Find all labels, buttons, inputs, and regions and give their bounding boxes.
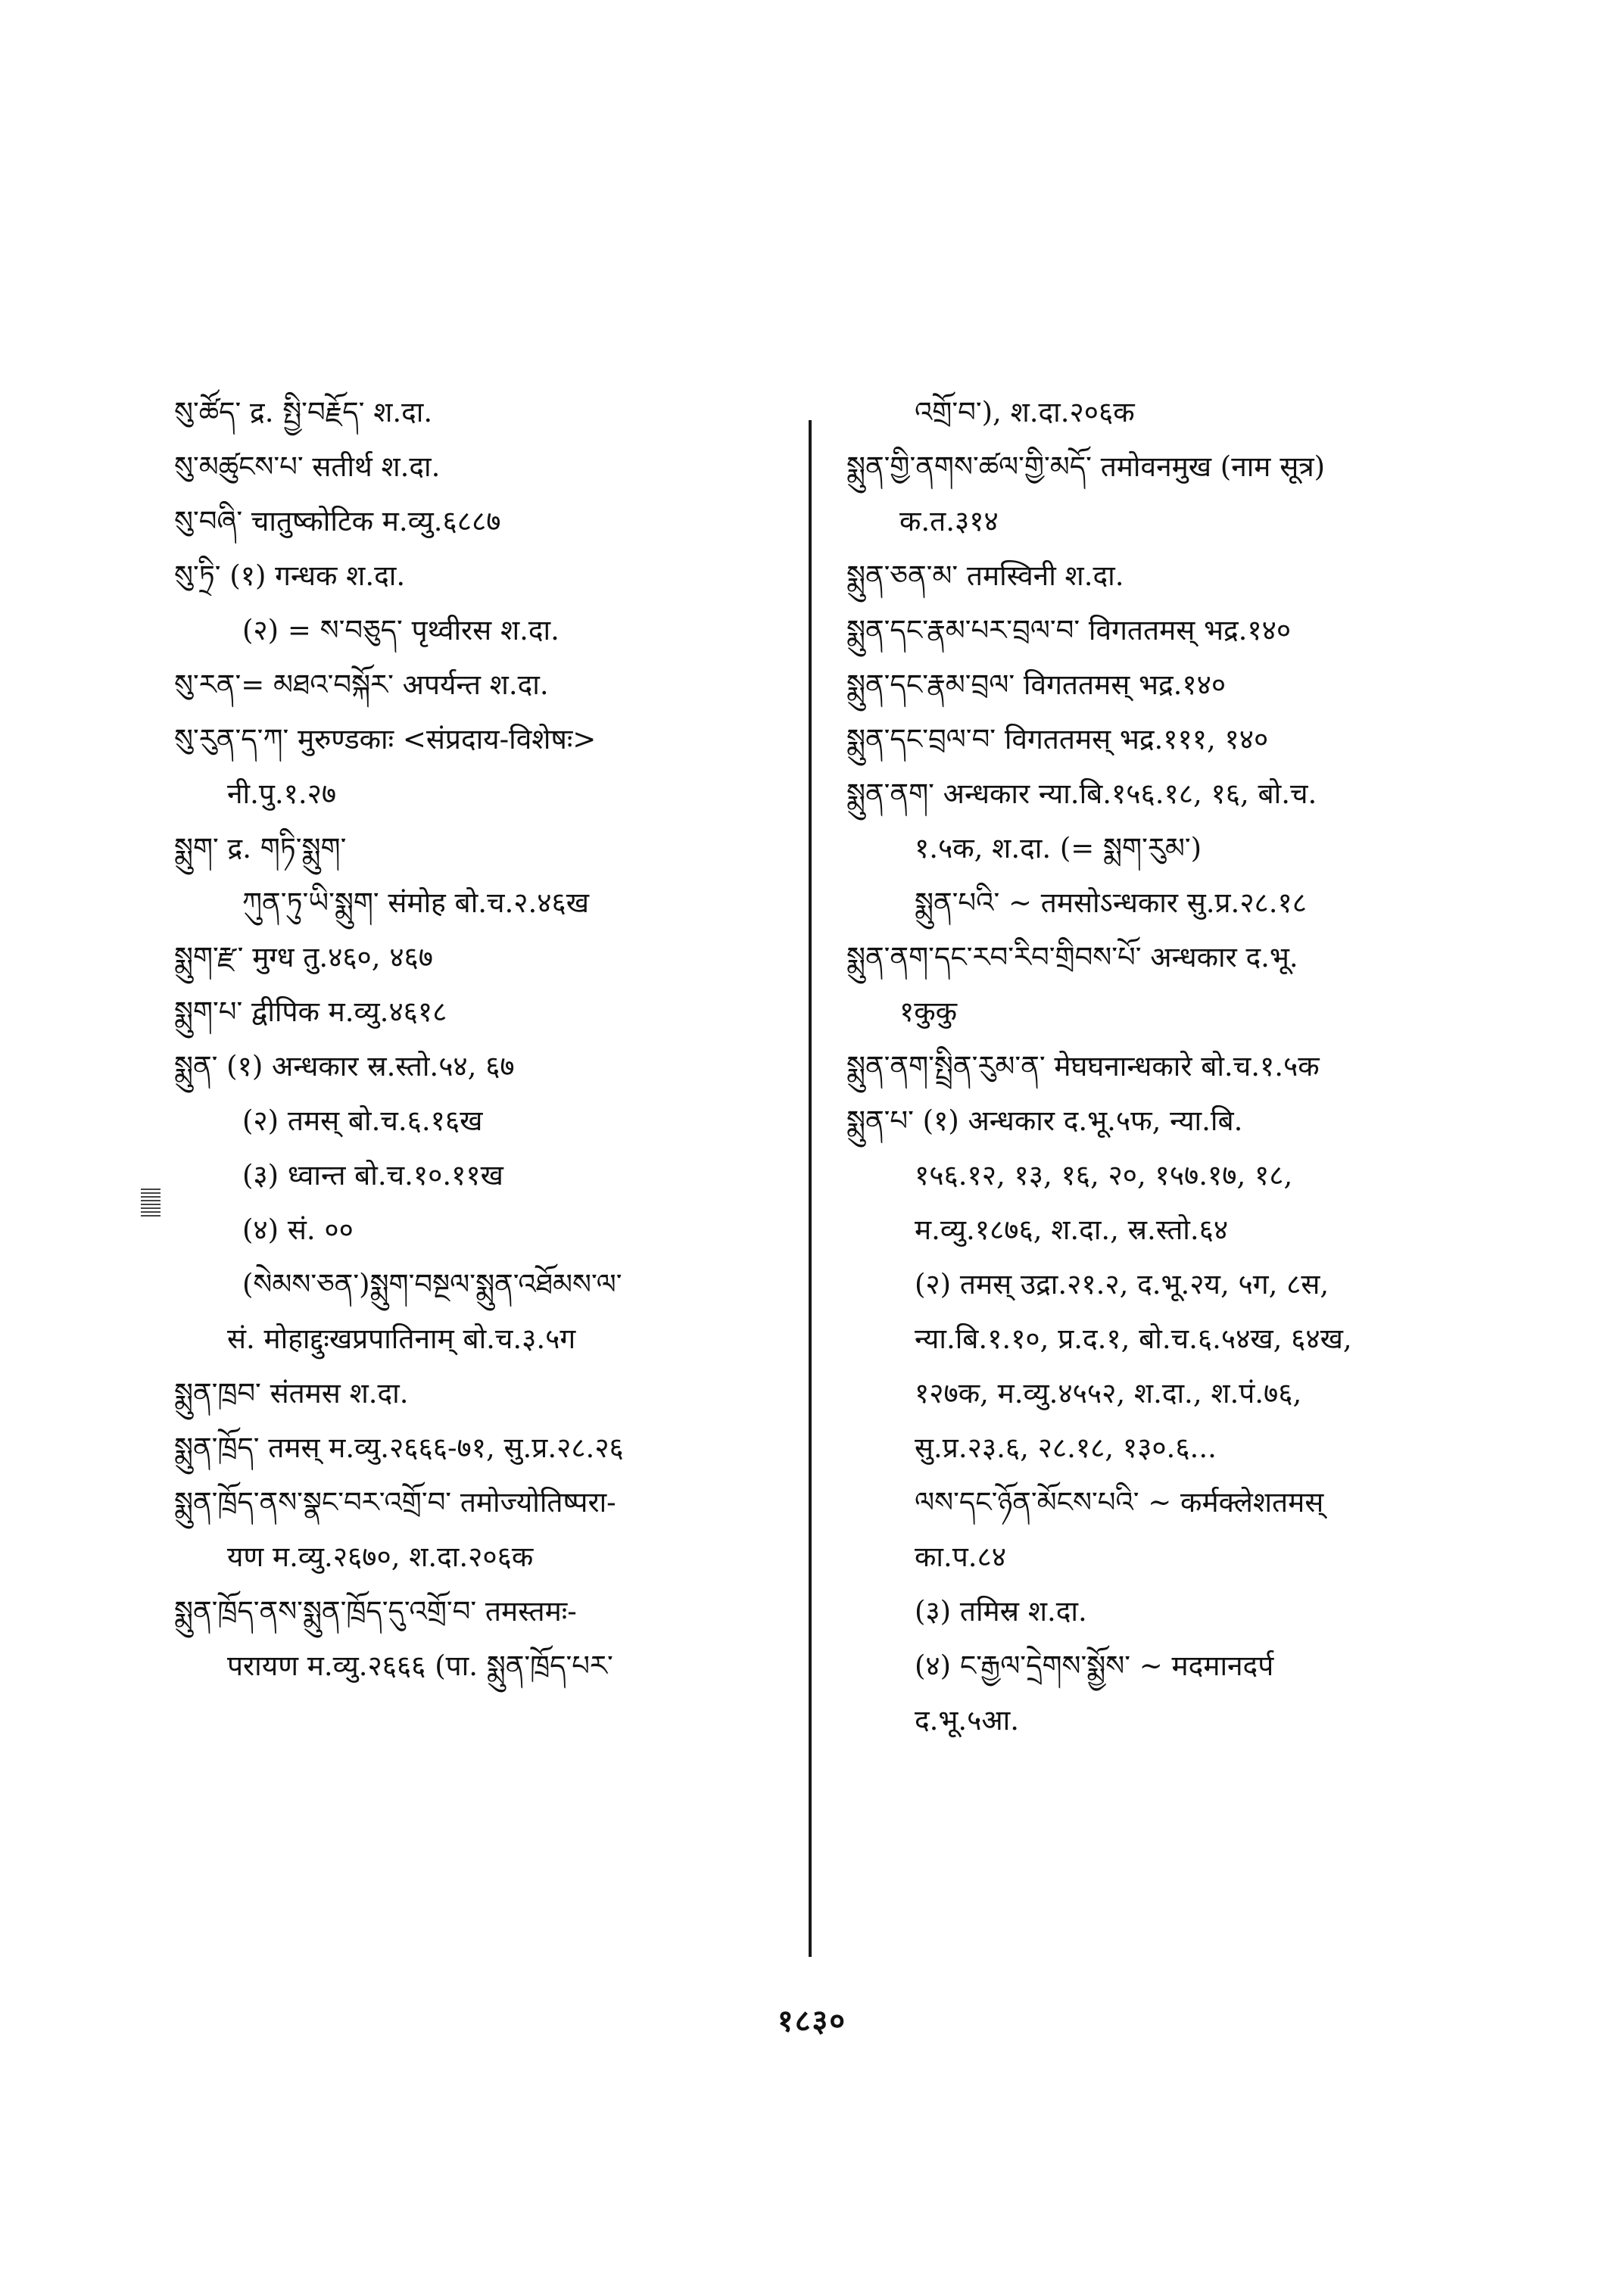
- dictionary-line: སྨུག་ द्र. གཏི་སྨུག་: [174, 832, 347, 865]
- dictionary-line: (२) = ས་བཅུད་ पृथ्वीरस श.दा.: [242, 614, 560, 646]
- dictionary-line: སྨུག་པ་ द्वीपिक म.व्यु.४६१८: [174, 995, 447, 1028]
- column-divider: [809, 420, 812, 1957]
- dictionary-line: ཀུན་ཏུ་ཡི་སྨུག་ संमोह बो.च.२.४६ख: [242, 886, 590, 919]
- dictionary-line: སུ་བཞི་ चातुष्कोटिक म.व्यु.६८८७: [174, 505, 501, 537]
- dictionary-line: १२७क, म.व्यु.४५५२, श.दा., श.पं.७६,: [915, 1377, 1302, 1410]
- dictionary-line: སྨུན་པའི་ ~ तमसोऽन्धकार सु.प्र.२८.१८: [915, 886, 1308, 919]
- dictionary-line: སྨུན་དང་བྲལ་བ་ विगततमस् भद्र.१११, १४०: [846, 723, 1269, 756]
- dictionary-line: སྨུན་ཅན་མ་ तमस्विनी श.दा.: [846, 559, 1124, 592]
- dictionary-line: སུ་ཚོད་ द्र. སྤྱི་བརྗོད་ श.दा.: [174, 396, 433, 428]
- dictionary-line: སུ་མཚུངས་པ་ सतीर्थ श.दा.: [174, 450, 441, 483]
- dictionary-line: སྨུན་ནག་དང་རབ་རིབ་གྲིབས་པོ་ अन्धकार द.भू.: [846, 941, 1298, 974]
- dictionary-line: नी.पु.१.२७: [227, 777, 337, 810]
- dictionary-line: (२) तमस् बो.च.६.१६ख: [242, 1104, 483, 1137]
- dictionary-line: म.व्यु.१८७६, श.दा., स्र.स्तो.६४: [915, 1213, 1229, 1246]
- dictionary-line: यण म.व्यु.२६७०, श.दा.२०६क: [227, 1541, 534, 1573]
- dictionary-line: སྨུན་ཁྲབ་ संतमस श.दा.: [174, 1377, 409, 1410]
- dictionary-line: परायण म.व्यु.२६६६ (पा. སྨུན་ཁྲོད་པར་: [227, 1650, 613, 1682]
- dictionary-line: सं. मोहाद्दुःखप्रपातिनाम् बो.च.३.५ग: [227, 1323, 576, 1355]
- dictionary-line: क.त.३१४: [899, 505, 999, 537]
- dictionary-line: སུ་རན་= མཐའ་བསྐོར་ अपर्यन्त श.दा.: [174, 668, 549, 701]
- dictionary-line: སྨུན་ (१) अन्धकार स्र.स्तो.५४, ६७: [174, 1050, 515, 1083]
- dictionary-line: न्या.बि.१.१०, प्र.द.१, बो.च.६.५४ख, ६४ख,: [915, 1323, 1352, 1355]
- dictionary-line: (३) तमिस्र श.दा.: [915, 1595, 1087, 1628]
- dictionary-line: (४) ང་རྒྱལ་དྲེགས་སྨྱོས་ ~ मदमानदर्प: [915, 1650, 1274, 1682]
- dictionary-line: १५६.१२, १३, १६, २०, १५७.१७, १८,: [915, 1159, 1293, 1192]
- dictionary-line: སྨུན་གྱི་ནགས་ཚལ་གྱི་མདོ་ तमोवनमुख (नाम सूत्र): [846, 450, 1326, 483]
- dictionary-line: སྨུག་རྫ་ मुग्ध तु.४६०, ४६७: [174, 941, 434, 974]
- dictionary-line: སྨུན་དང་རྣམ་བྲལ་ विगततमस् भद्र.१४०: [846, 668, 1227, 701]
- dictionary-line: སུ་རུན་ད་ཀ་ मुरुण्डकाः <संप्रदाय-विशेषः>: [174, 723, 597, 756]
- dictionary-line: सु.प्र.२३.६, २८.१८, १३०.६...: [915, 1432, 1217, 1464]
- dictionary-line: སྨུན་ནག་ अन्धकार न्या.बि.१५६.१८, १६, बो.च.: [846, 777, 1317, 810]
- dictionary-line: འགྲོ་བ་), श.दा.२०६क: [915, 396, 1135, 428]
- dictionary-line: སུ་ཏྲི་ (१) गन्धक श.दा.: [174, 559, 406, 592]
- right-column: [846, 394, 1482, 1756]
- dictionary-line: སྨུན་ནག་སྤྲིན་རུམ་ན་ मेघघनान्धकारे बो.च.१.५क: [846, 1050, 1320, 1083]
- dictionary-line: का.प.८४: [915, 1541, 1007, 1573]
- dictionary-line: སྨུན་ཁྲོད་ནས་སྨུན་ཁྲོད་དུ་འགྲོ་བ་ तमस्तमः-: [174, 1595, 577, 1628]
- dictionary-line: སྨུན་ཁྲོད་ནས་སྣང་བར་འགྲོ་བ་ तमोज्योतिष्परा-: [174, 1486, 616, 1519]
- dictionary-line: (४) सं. ००: [242, 1213, 354, 1246]
- dictionary-line: (३) ध्वान्त बो.च.१०.११ख: [242, 1159, 503, 1192]
- dictionary-line: སྨུན་ཁྲོད་ तमस् म.व्यु.२६६६-७१, सु.प्र.२८.२६: [174, 1432, 624, 1464]
- dictionary-line: (२) तमस् उद्रा.२१.२, द.भू.२य, ५ग, ८स,: [915, 1268, 1329, 1301]
- dictionary-line: སྨུན་པ་ (१) अन्धकार द.भू.५फ, न्या.बि.: [846, 1104, 1243, 1137]
- dictionary-line: १कुकु: [899, 995, 958, 1028]
- page-number: १८३०: [777, 2003, 847, 2039]
- dictionary-line: ལས་དང་ཉོན་མོངས་པའི་ ~ कर्मक्लेशतमस्: [915, 1486, 1324, 1519]
- dictionary-line: १.५क, श.दा. (= སྨག་རུམ་): [915, 832, 1202, 865]
- dictionary-line: (སེམས་ཅན་)སྨུག་བསྔལ་སྨུན་འཐོམས་ལ་: [242, 1268, 622, 1301]
- dictionary-line: སྨུན་དང་རྣམ་པར་བྲལ་བ་ विगततमस् भद्र.१४०: [846, 614, 1292, 646]
- margin-mark: [141, 1189, 161, 1217]
- left-column: [174, 394, 803, 1702]
- dictionary-line: द.भू.५आ.: [915, 1704, 1019, 1737]
